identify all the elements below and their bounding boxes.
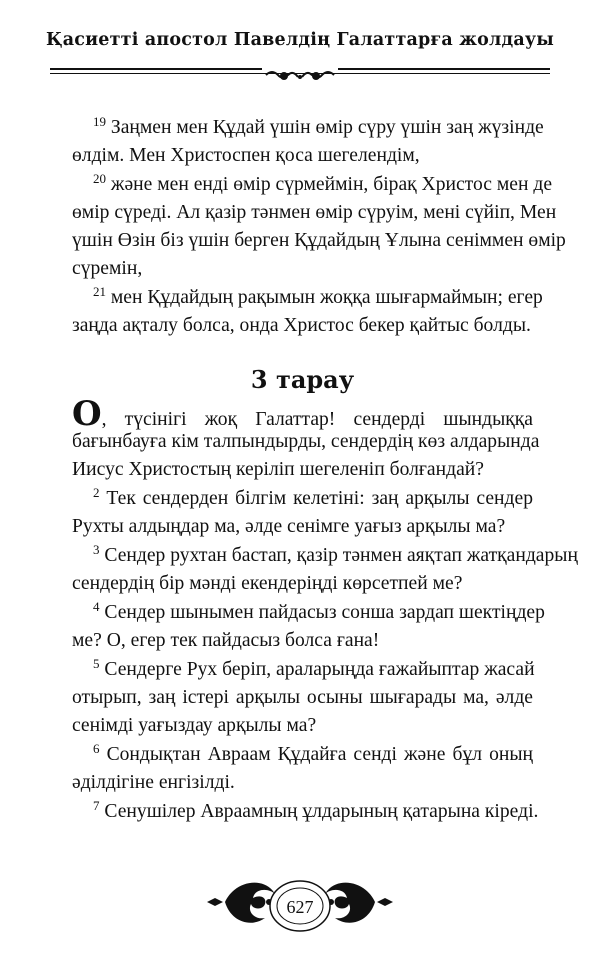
verse-line: үшін Өзін біз үшін берген Құдайдың Ұлына сеніммен өмір: [72, 230, 566, 251]
ornament-icon: [262, 67, 338, 83]
verse-line: $^{20}$ және мен енді өмір сүрмеймін, бірақ Христос мен де: [93, 171, 553, 195]
verse-line: сендердің бір мәнді екендеріңді көрсетпей ме?: [72, 573, 463, 594]
verse-line: сүремін,: [72, 258, 143, 279]
verse: [72, 171, 566, 283]
verse-number: 2: [93, 485, 100, 500]
verse-line: ме? О, егер тек пайдасыз болса ғана!: [72, 630, 380, 651]
verse-line: заңда ақталу болса, онда Христос бекер қайтыс болды.: [72, 315, 531, 336]
chapter-opening: О, түсінігі жоқ Галаттар! сендерді шындыққа бағынбауға кім талпындырды, сендердің көз алдарында Иисус Христостың керіліп шегеленіп болғандай?: [72, 394, 540, 480]
drop-cap: О: [72, 394, 102, 434]
verse-line: сенімді уағыздау арқылы ма?: [72, 715, 317, 736]
verse-line: Рухты алдыңдар ма, әлде сенімге уағыз арқылы ма?: [72, 516, 506, 537]
running-header: Қасиетті апостол Павелдің Галаттарға жолдауы: [45, 30, 555, 50]
verse-line: $^4$ Сендер шынымен пайдасыз сонша зардап шектіңдер: [93, 599, 545, 623]
verse: [72, 656, 533, 740]
verse-number: 4: [93, 599, 100, 614]
verse-line: $^5$ Сендерге Рух беріп, араларыңда ғажайыптар жасай: [93, 656, 535, 680]
verse: [72, 114, 544, 170]
page-number-ornament: [205, 870, 395, 934]
verse: [72, 485, 533, 541]
verse-line: $^{21}$ мен Құдайдың рақымын жоққа шығармаймын; егер: [93, 284, 543, 308]
verse-number: 3: [93, 542, 100, 557]
verse-line: отырып, заң істері арқылы осыны шығарады ма, әлде: [72, 687, 533, 708]
verse-line: әділдігіне енгізілді.: [72, 772, 235, 793]
verse: [72, 741, 533, 797]
page-number: 627: [286, 897, 314, 917]
verse-number: 6: [93, 741, 100, 756]
verse-line: $^7$ Сенушілер Авраамның ұлдарының қатарына кіреді.: [93, 798, 539, 822]
verse-number: 20: [93, 171, 106, 186]
verse-line: $^3$ Сендер рухтан бастап, қазір тәнмен аяқтап жатқандарың: [93, 542, 578, 566]
verse-line: өлдім. Мен Христоспен қоса шегелендім,: [72, 145, 420, 166]
verse: [72, 542, 578, 598]
verse-line: $^2$ Тек сендерден білгім келетіні: заң арқылы сендер: [93, 485, 533, 509]
page-body: [72, 114, 578, 827]
verse-line: $^{19}$ Заңмен мен Құдай үшін өмір сүру үшін заң жүзінде: [93, 114, 544, 138]
verse-line: өмір сүреді. Ал қазір тәнмен өмір сүруім, мені сүйіп, Мен: [72, 202, 557, 223]
verse: [72, 599, 545, 655]
verse-number: 19: [93, 114, 106, 129]
verse-number: 7: [93, 798, 100, 813]
verse-number: 21: [93, 284, 106, 299]
verse: [72, 284, 543, 340]
verse: [72, 798, 539, 826]
verse-number: 5: [93, 656, 100, 671]
verse-line: $^6$ Сондықтан Авраам Құдайға сенді және бұл оның: [93, 741, 534, 765]
chapter-title: 3 тарау: [250, 365, 355, 394]
